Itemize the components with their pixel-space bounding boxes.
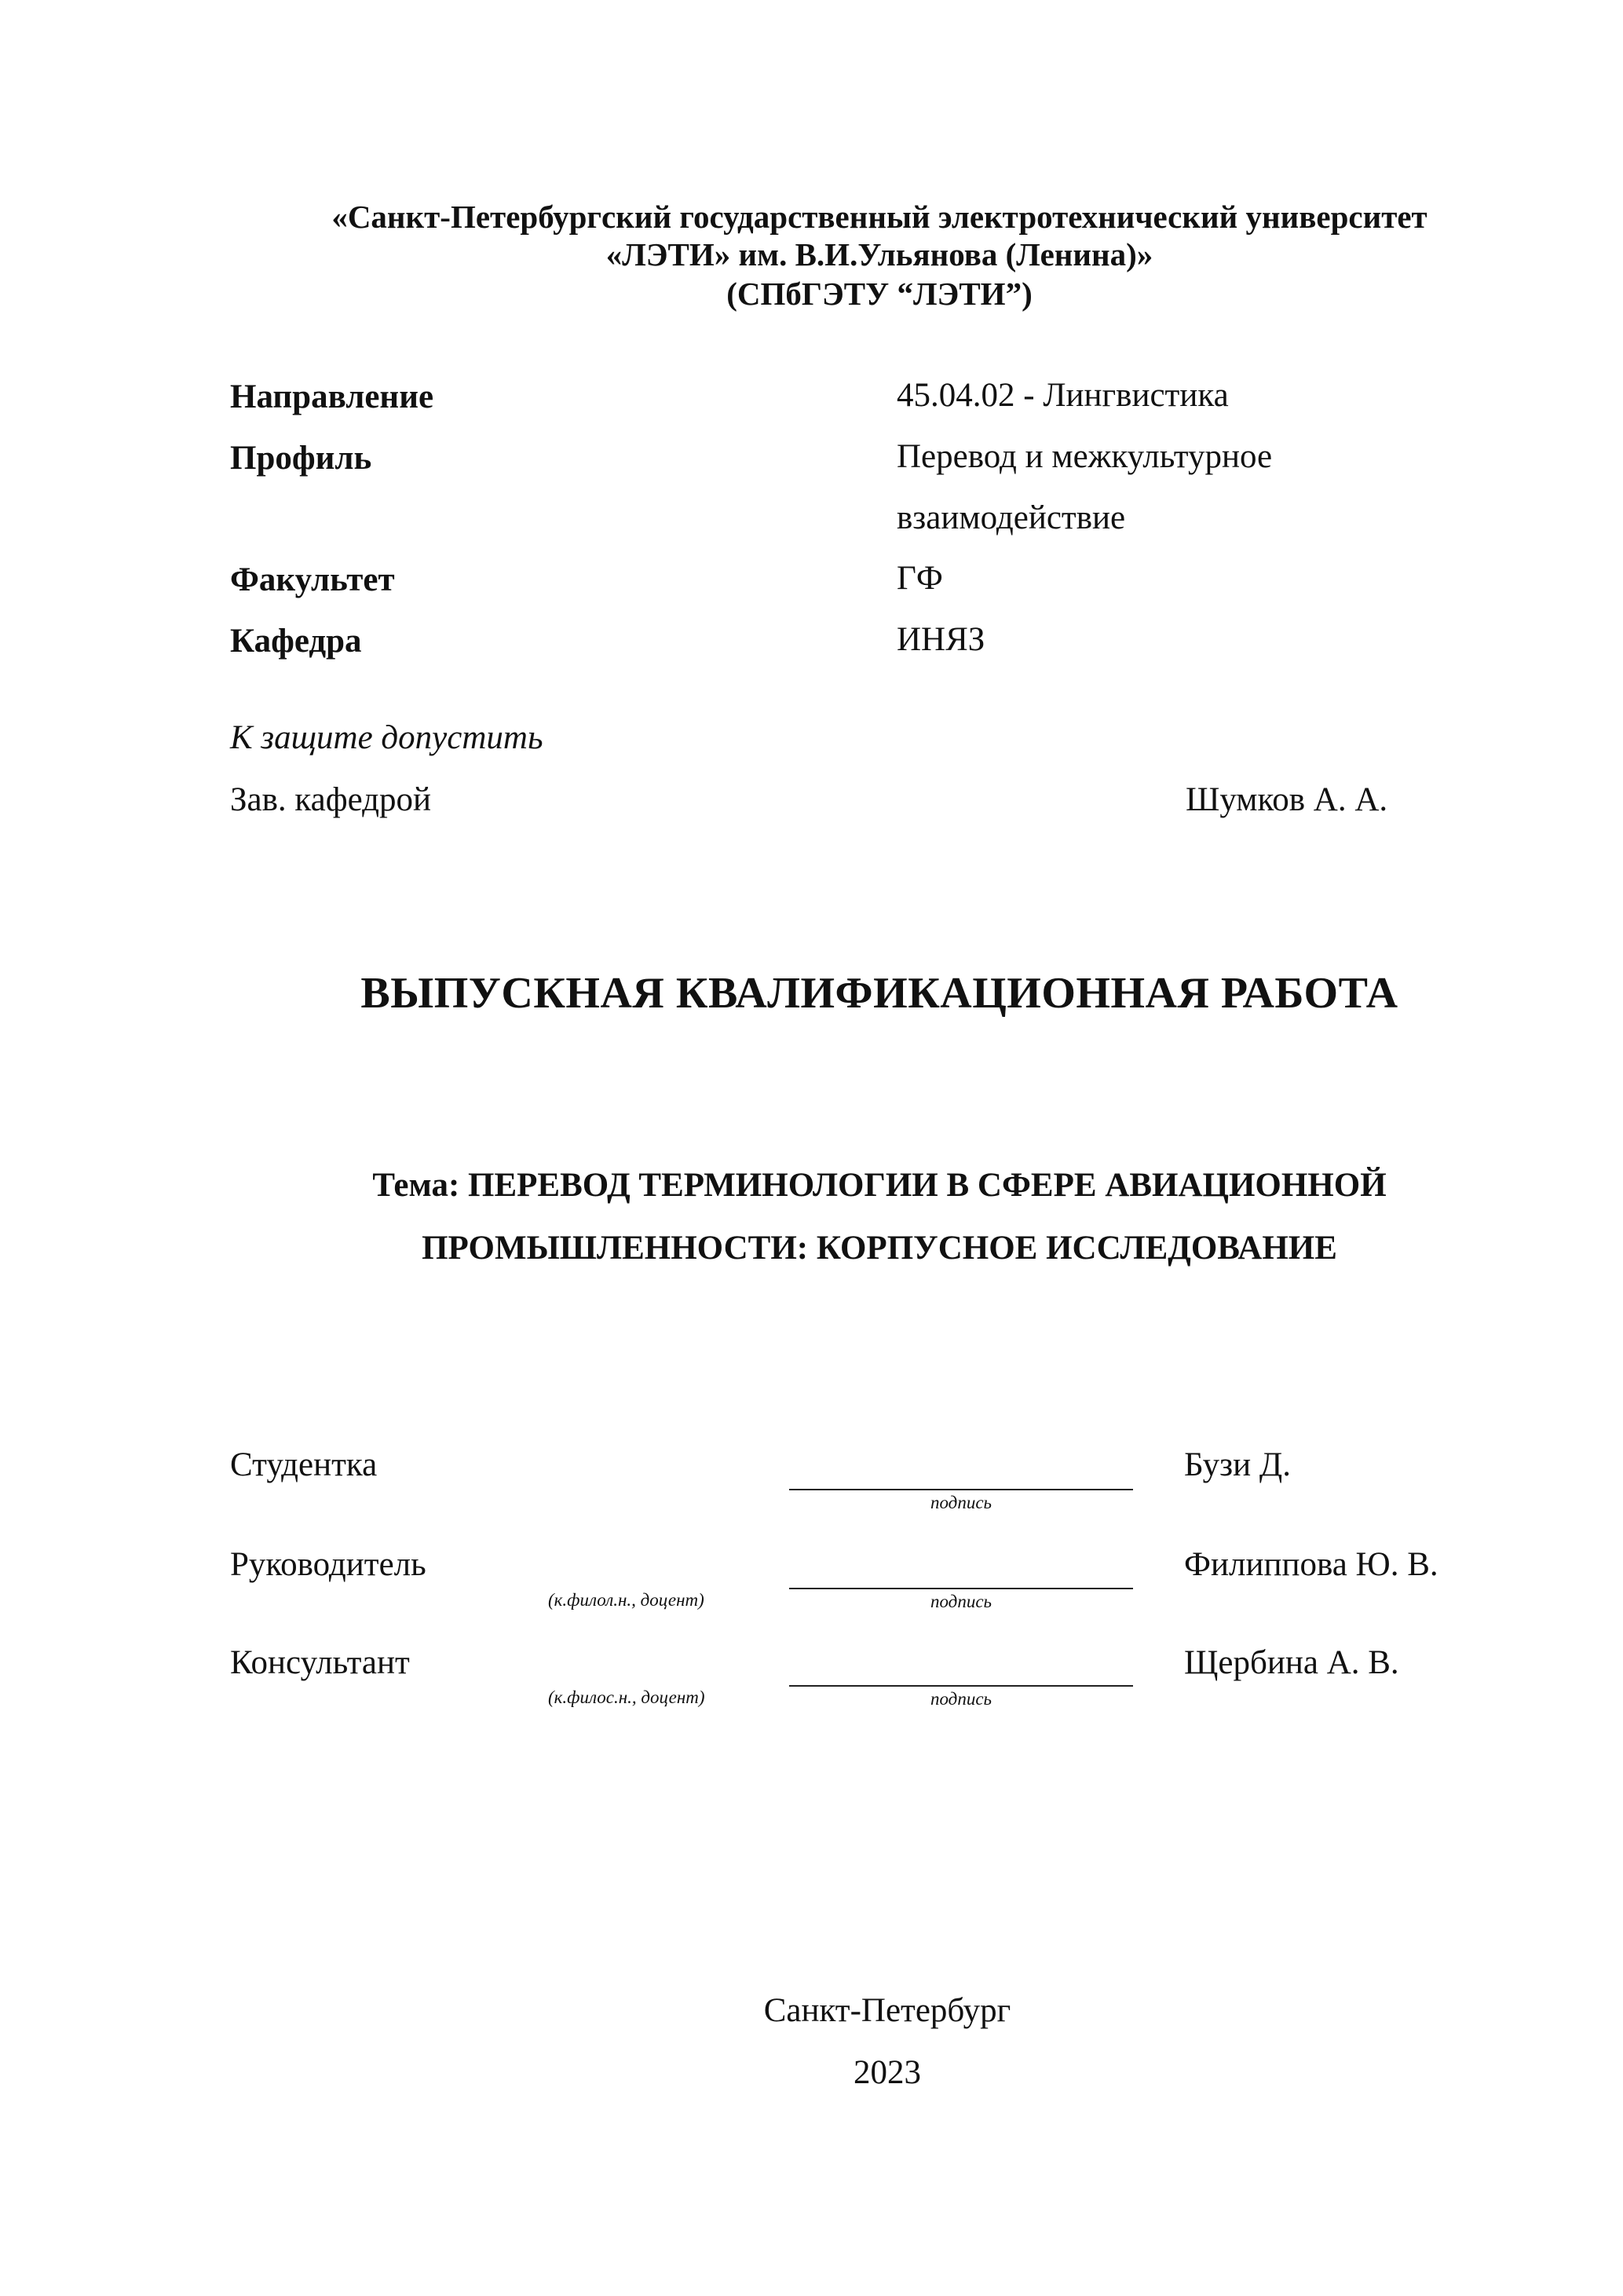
signature-role-consultant: Консультант	[230, 1644, 410, 1681]
signature-name-student: Бузи Д.	[1184, 1446, 1291, 1483]
university-name-line-1: «Санкт-Петербургский государственный электротехнический университет	[331, 199, 1427, 235]
signature-caption-student: подпись	[930, 1493, 992, 1512]
signature-caption-consultant: подпись	[930, 1689, 992, 1709]
consultant-degree: (к.филос.н., доцент)	[548, 1687, 705, 1707]
topic-line-2: ПРОМЫШЛЕННОСТИ: КОРПУСНОЕ ИССЛЕДОВАНИЕ	[422, 1230, 1337, 1267]
profile-value-line-1: Перевод и межкультурное	[897, 438, 1273, 475]
supervisor-degree: (к.филол.н., доцент)	[548, 1590, 704, 1610]
department-value: ИНЯЗ	[897, 621, 985, 658]
signature-role-student: Студентка	[230, 1446, 378, 1483]
admit-to-defense-text: К защите допустить	[230, 719, 543, 756]
signature-name-consultant: Щербина А. В.	[1184, 1644, 1399, 1681]
year: 2023	[854, 2054, 921, 2091]
signature-name-supervisor: Филиппова Ю. В.	[1184, 1546, 1438, 1583]
department-label: Кафедра	[230, 623, 362, 660]
profile-label: Профиль	[230, 440, 372, 477]
signature-line-student	[789, 1489, 1133, 1490]
faculty-value: ГФ	[897, 560, 943, 597]
topic-line-1: Тема: ПЕРЕВОД ТЕРМИНОЛОГИИ В СФЕРЕ АВИАЦИОННОЙ	[372, 1167, 1387, 1204]
university-name-line-2: «ЛЭТИ» им. В.И.Ульянова (Ленина)»	[605, 236, 1153, 272]
signature-caption-supervisor: подпись	[930, 1592, 992, 1611]
signature-line-supervisor	[789, 1588, 1133, 1589]
signature-role-supervisor: Руководитель	[230, 1546, 426, 1583]
profile-value-line-2: взаимодействие	[897, 499, 1126, 536]
department-head-label: Зав. кафедрой	[230, 781, 432, 818]
city: Санкт-Петербург	[763, 1992, 1011, 2029]
direction-value: 45.04.02 - Лингвистика	[897, 377, 1229, 414]
university-abbreviation: (СПбГЭТУ “ЛЭТИ”)	[726, 276, 1033, 312]
document-title: ВЫПУСКНАЯ КВАЛИФИКАЦИОННАЯ РАБОТА	[360, 969, 1398, 1018]
department-head-name: Шумков А. А.	[1186, 781, 1388, 818]
direction-label: Направление	[230, 378, 434, 415]
signature-line-consultant	[789, 1685, 1133, 1687]
faculty-label: Факультет	[230, 561, 395, 598]
